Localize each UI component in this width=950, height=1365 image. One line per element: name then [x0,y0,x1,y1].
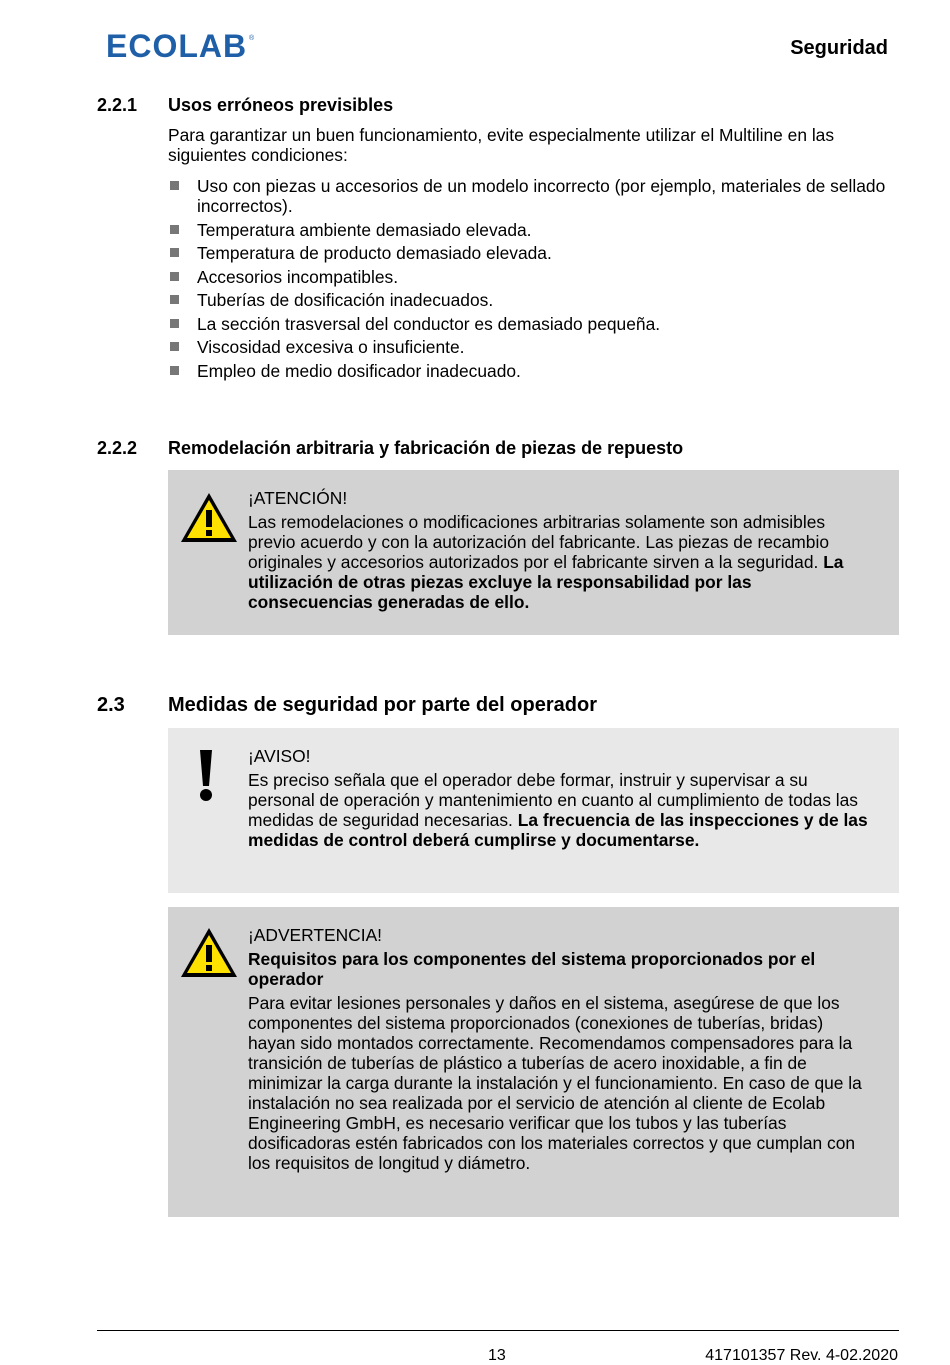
square-bullet-icon [170,225,179,234]
section-title: Usos erróneos previsibles [168,95,394,115]
list-item: Viscosidad excesiva o insuficiente. [168,337,888,357]
footer-divider [97,1330,899,1331]
list-item: Temperatura ambiente demasiado elevada. [168,220,888,240]
signal-word: ¡AVISO! [248,746,311,766]
misuse-list [168,176,888,384]
page-number: 13 [488,1347,506,1364]
signal-word: ¡ADVERTENCIA! [248,925,382,945]
warning-content [248,925,873,1173]
notice-text: Las remodelaciones o modificaciones arbitrarias solamente son admisibles previo acuerdo y con la autorización del fabricante. Las piezas de recambio originales y accesorios autorizados por el fabricante sirven a la seguridad. [248,512,829,572]
section-title: Medidas de seguridad por parte del operador [168,694,597,716]
warning-triangle-icon [178,490,240,546]
section-number: 2.2.2 [97,438,138,458]
ecolab-logo [106,30,256,62]
svg-text:®: ® [249,35,255,42]
section-title: Remodelación arbitraria y fabricación de piezas de repuesto [168,438,684,458]
list-item: Temperatura de producto demasiado elevada. [168,243,888,263]
notice-bold-text: La utilización de otras piezas excluye la responsabilidad por las consecuencias generadas de ello. [248,552,844,612]
square-bullet-icon [170,295,179,304]
square-bullet-icon [170,181,179,190]
warning-text: Para evitar lesiones personales y daños en el sistema, asegúrese de que los componentes del sistema proporcionados (conexiones de tuberías, bridas) hayan sido montados correctamente. Recomendamos compensadores para la transición de tuberías de plástico a tuberías de acero inoxidable, a fin de minimizar la carga durante la instalación y el funcionamiento. En caso de que la instalación no sea realizada por el servicio de atención al cliente de Ecolab Engineering GmbH, es necesario verificar que los tubos y las tuberías dosificadoras estén fabricados con los materiales correctos y que cumplan con los requisitos de longitud y diámetro. [248,993,862,1173]
caution-notice-box [168,470,899,635]
notice-text: Es preciso señala que el operador debe formar, instruir y supervisar a su personal de operación y mantenimiento en cuanto al cumplimiento de todas las medidas de seguridad necesarias. [248,770,859,830]
exclamation-icon [196,750,216,802]
square-bullet-icon [170,272,179,281]
intro-paragraph: Para garantizar un buen funcionamiento, evite especialmente utilizar el Multiline en las siguientes condiciones: [168,125,835,165]
page-header-title: Seguridad [790,37,888,59]
square-bullet-icon [170,342,179,351]
warning-triangle-icon [178,925,240,981]
list-item: Uso con piezas u accesorios de un modelo incorrecto (por ejemplo, materiales de sellado incorrectos). [168,176,888,216]
warning-notice-box [168,907,899,1217]
square-bullet-icon [170,319,179,328]
notice-bold-text: La frecuencia de las inspecciones y de las medidas de control deberá cumplirse y documentarse. [248,810,868,850]
notice-box [168,728,899,893]
document-revision: 417101357 Rev. 4-02.2020 [705,1347,898,1364]
warning-subtitle: Requisitos para los componentes del sistema proporcionados por el operador [248,949,816,989]
section-number: 2.2.1 [97,95,138,115]
square-bullet-icon [170,248,179,257]
signal-word: ¡ATENCIÓN! [248,488,348,508]
list-item: Empleo de medio dosificador inadecuado. [168,361,888,381]
square-bullet-icon [170,366,179,375]
list-item: Accesorios incompatibles. [168,267,888,287]
list-item: Tuberías de dosificación inadecuados. [168,290,888,310]
section-number: 2.3 [97,694,125,716]
logo-text: ECOLAB [106,30,248,62]
notice-content [248,488,873,612]
notice-content [248,746,873,850]
list-item: La sección trasversal del conductor es demasiado pequeña. [168,314,888,334]
